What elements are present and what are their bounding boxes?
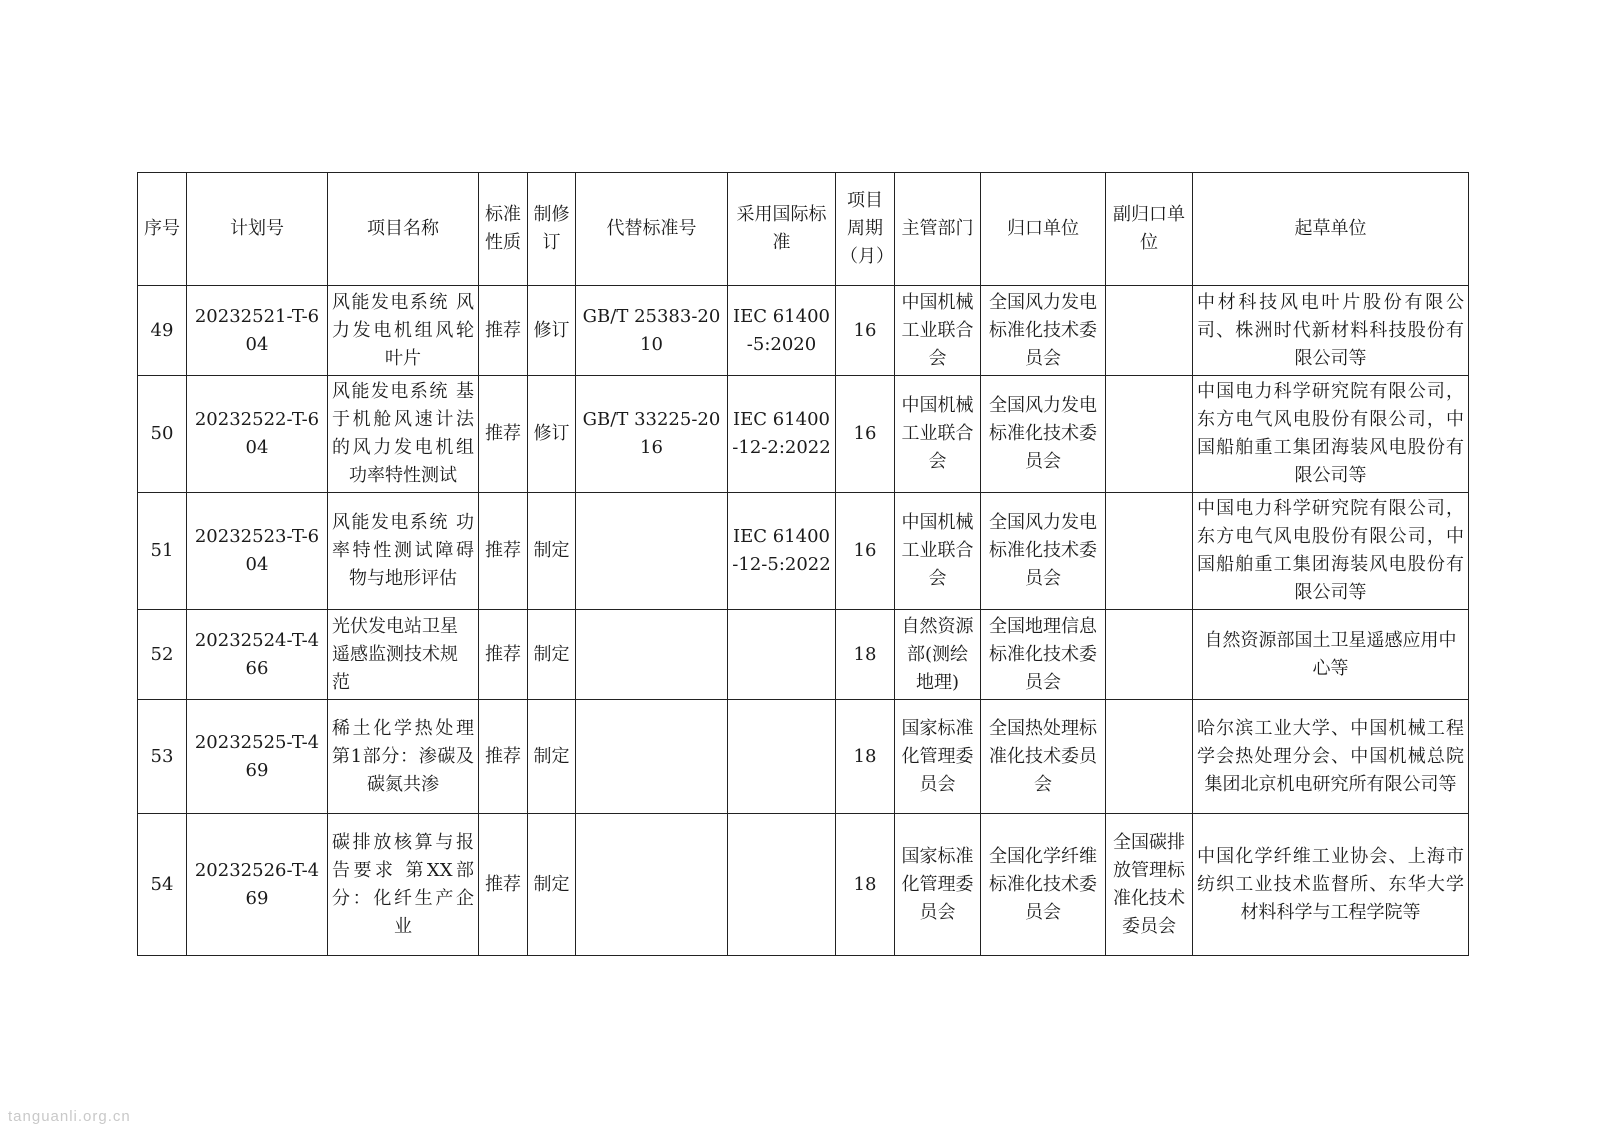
cell-tc: 全国化学纤维标准化技术委员会	[981, 814, 1106, 956]
cell-intl-std	[728, 610, 836, 700]
cell-seq: 54	[138, 814, 187, 956]
cell-drafters: 中国化学纤维工业协会、上海市纺织工业技术监督所、东华大学材料科学与工程学院等	[1193, 814, 1469, 956]
header-drafters: 起草单位	[1193, 173, 1469, 286]
cell-tc: 全国地理信息标准化技术委员会	[981, 610, 1106, 700]
cell-dept: 国家标准化管理委员会	[895, 700, 981, 814]
cell-seq: 51	[138, 493, 187, 610]
cell-replaced-std	[576, 700, 728, 814]
cell-plan-no: 20232524-T-466	[187, 610, 328, 700]
cell-replaced-std	[576, 814, 728, 956]
header-period: 项目周期（月）	[836, 173, 895, 286]
table-row	[138, 493, 1469, 610]
cell-project-name: 风能发电系统 功率特性测试障碍物与地形评估	[328, 493, 479, 610]
cell-plan-no: 20232521-T-604	[187, 286, 328, 376]
cell-revision: 制定	[528, 493, 576, 610]
cell-revision: 制定	[528, 814, 576, 956]
cell-drafters: 中国电力科学研究院有限公司，东方电气风电股份有限公司，中国船舶重工集团海装风电股份有限公司等	[1193, 493, 1469, 610]
cell-nature: 推荐	[479, 610, 528, 700]
cell-intl-std: IEC 61400-12-2:2022	[728, 376, 836, 493]
cell-plan-no: 20232523-T-604	[187, 493, 328, 610]
cell-revision: 修订	[528, 286, 576, 376]
cell-intl-std: IEC 61400-5:2020	[728, 286, 836, 376]
cell-replaced-std: GB/T 33225-2016	[576, 376, 728, 493]
cell-dept: 中国机械工业联合会	[895, 376, 981, 493]
header-project-name: 项目名称	[328, 173, 479, 286]
cell-drafters: 哈尔滨工业大学、中国机械工程学会热处理分会、中国机械总院集团北京机电研究所有限公司等	[1193, 700, 1469, 814]
cell-drafters: 中材科技风电叶片股份有限公司、株洲时代新材料科技股份有限公司等	[1193, 286, 1469, 376]
cell-dept: 中国机械工业联合会	[895, 493, 981, 610]
cell-seq: 53	[138, 700, 187, 814]
cell-nature: 推荐	[479, 700, 528, 814]
header-replaced-std: 代替标准号	[576, 173, 728, 286]
cell-project-name: 碳排放核算与报告要求 第XX部分：化纤生产企业	[328, 814, 479, 956]
header-plan-no: 计划号	[187, 173, 328, 286]
table-row	[138, 610, 1469, 700]
cell-project-name: 风能发电系统 风力发电机组风轮叶片	[328, 286, 479, 376]
header-nature: 标准性质	[479, 173, 528, 286]
cell-sub-tc: 全国碳排放管理标准化技术委员会	[1106, 814, 1193, 956]
header-intl-std: 采用国际标准	[728, 173, 836, 286]
header-dept: 主管部门	[895, 173, 981, 286]
table-row	[138, 286, 1469, 376]
cell-sub-tc	[1106, 700, 1193, 814]
table-row	[138, 376, 1469, 493]
cell-dept: 自然资源部(测绘地理)	[895, 610, 981, 700]
header-seq: 序号	[138, 173, 187, 286]
header-row	[138, 173, 1469, 286]
cell-dept: 中国机械工业联合会	[895, 286, 981, 376]
cell-period: 16	[836, 286, 895, 376]
watermark-text: tanguanli.org.cn	[8, 1108, 131, 1125]
cell-project-name: 风能发电系统 基于机舱风速计法的风力发电机组功率特性测试	[328, 376, 479, 493]
cell-replaced-std: GB/T 25383-2010	[576, 286, 728, 376]
cell-tc: 全国风力发电标准化技术委员会	[981, 376, 1106, 493]
cell-revision: 制定	[528, 610, 576, 700]
cell-tc: 全国风力发电标准化技术委员会	[981, 493, 1106, 610]
cell-sub-tc	[1106, 493, 1193, 610]
cell-project-name: 光伏发电站卫星遥感监测技术规范	[328, 610, 479, 700]
header-sub-tc: 副归口单位	[1106, 173, 1193, 286]
cell-replaced-std	[576, 493, 728, 610]
cell-plan-no: 20232526-T-469	[187, 814, 328, 956]
cell-replaced-std	[576, 610, 728, 700]
cell-project-name: 稀土化学热处理 第1部分：渗碳及碳氮共渗	[328, 700, 479, 814]
cell-period: 18	[836, 700, 895, 814]
cell-intl-std: IEC 61400-12-5:2022	[728, 493, 836, 610]
cell-period: 18	[836, 814, 895, 956]
cell-seq: 50	[138, 376, 187, 493]
cell-intl-std	[728, 814, 836, 956]
cell-period: 16	[836, 493, 895, 610]
header-revision: 制修订	[528, 173, 576, 286]
cell-plan-no: 20232525-T-469	[187, 700, 328, 814]
cell-sub-tc	[1106, 286, 1193, 376]
cell-revision: 修订	[528, 376, 576, 493]
cell-intl-std	[728, 700, 836, 814]
cell-period: 18	[836, 610, 895, 700]
cell-tc: 全国热处理标准化技术委员会	[981, 700, 1106, 814]
cell-sub-tc	[1106, 610, 1193, 700]
cell-drafters: 中国电力科学研究院有限公司，东方电气风电股份有限公司，中国船舶重工集团海装风电股份有限公司等	[1193, 376, 1469, 493]
table-row	[138, 814, 1469, 956]
cell-nature: 推荐	[479, 286, 528, 376]
cell-tc: 全国风力发电标准化技术委员会	[981, 286, 1106, 376]
table-row	[138, 700, 1469, 814]
cell-plan-no: 20232522-T-604	[187, 376, 328, 493]
cell-nature: 推荐	[479, 493, 528, 610]
cell-revision: 制定	[528, 700, 576, 814]
cell-seq: 52	[138, 610, 187, 700]
cell-dept: 国家标准化管理委员会	[895, 814, 981, 956]
cell-sub-tc	[1106, 376, 1193, 493]
cell-period: 16	[836, 376, 895, 493]
cell-drafters: 自然资源部国土卫星遥感应用中心等	[1193, 610, 1469, 700]
header-tc: 归口单位	[981, 173, 1106, 286]
cell-seq: 49	[138, 286, 187, 376]
cell-nature: 推荐	[479, 814, 528, 956]
standards-plan-table	[137, 172, 1469, 956]
cell-nature: 推荐	[479, 376, 528, 493]
